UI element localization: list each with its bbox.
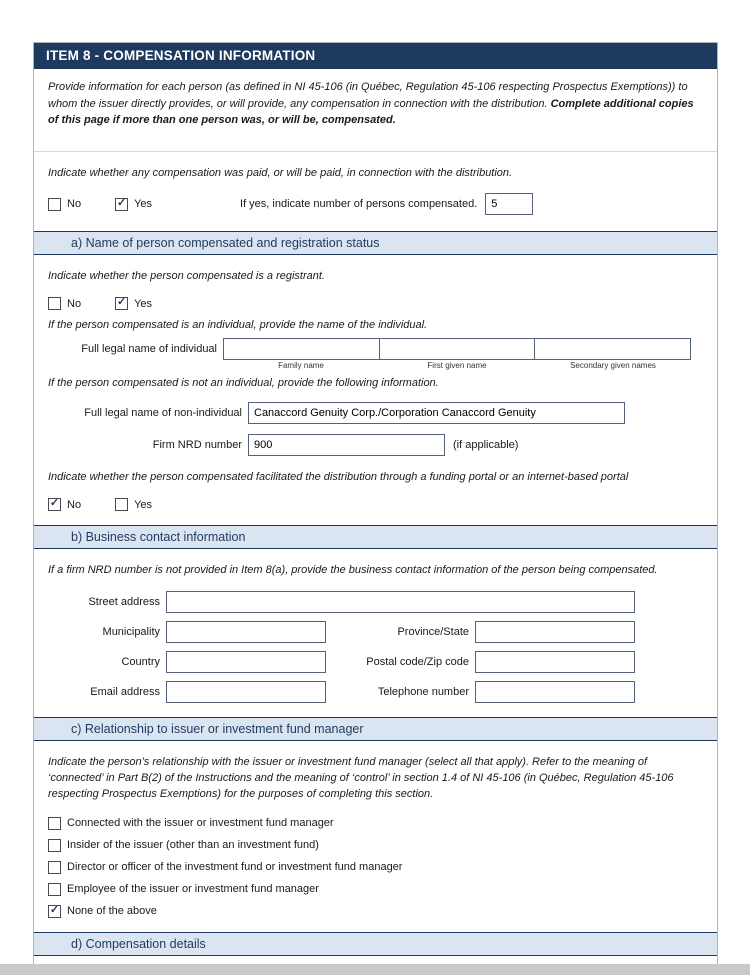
telephone-number-label: Telephone number <box>377 686 469 699</box>
province-state-input[interactable] <box>475 621 635 643</box>
relationship-option-row <box>48 861 703 874</box>
individual-name-captions <box>223 361 691 370</box>
portal-yes-label: Yes <box>134 498 153 511</box>
relationship-option-label: Insider of the issuer (other than an investment fund) <box>67 839 319 852</box>
family-name-input[interactable] <box>223 338 380 360</box>
country-input[interactable] <box>166 651 326 673</box>
firm-nrd-row <box>48 434 703 456</box>
relationship-option-label: Employee of the issuer or investment fund manager <box>67 883 319 896</box>
compensation-yes-label: Yes <box>134 198 153 211</box>
non-individual-name-label: Full legal name of non-individual <box>84 407 242 420</box>
section-c-heading: c) Relationship to issuer or investment fund manager <box>71 722 364 737</box>
non-individual-note: If the person compensated is not an individual, provide the following information. <box>48 377 439 390</box>
municipality-province-row <box>48 621 703 643</box>
registrant-prompt: Indicate whether the person compensated is a registrant. <box>48 270 325 283</box>
firm-nrd-label: Firm NRD number <box>152 439 242 452</box>
postal-code-label: Postal code/Zip code <box>366 656 469 669</box>
family-name-caption: Family name <box>278 361 324 371</box>
relationship-option-label: Connected with the issuer or investment fund manager <box>67 817 334 830</box>
item8-form <box>33 42 718 973</box>
section-a-heading: a) Name of person compensated and registration status <box>71 236 380 251</box>
email-address-input[interactable] <box>166 681 326 703</box>
page-title: ITEM 8 - COMPENSATION INFORMATION <box>46 48 316 63</box>
relationship-connected-checkbox[interactable] <box>48 817 61 830</box>
persons-compensated-question <box>240 193 533 215</box>
secondary-given-names-caption: Secondary given names <box>570 361 656 371</box>
section-b-heading: b) Business contact information <box>71 530 246 545</box>
registrant-yes-label: Yes <box>134 297 153 310</box>
first-given-name-input[interactable] <box>379 338 536 360</box>
non-individual-name-row <box>48 402 703 424</box>
telephone-number-input[interactable] <box>475 681 635 703</box>
postal-code-input[interactable] <box>475 651 635 673</box>
firm-nrd-input[interactable] <box>248 434 445 456</box>
relationship-note: Indicate the person’s relationship with the issuer or investment fund manager (select all that apply). Refer to the meaning of ‘connected’ in Part B(2) of the Instructions and the meaning of ‘control’ in section 1.4 of NI 45-106 (in Québec, Regulation 45-106 respecting Prospectus Exemptions) for the purposes of completing this section. <box>48 756 674 800</box>
individual-note: If the person compensated is an individual, provide the name of the individual. <box>48 319 428 332</box>
if-applicable-note: (if applicable) <box>453 439 519 452</box>
relationship-director-checkbox[interactable] <box>48 861 61 874</box>
country-postal-row <box>48 651 703 673</box>
email-telephone-row <box>48 681 703 703</box>
section-d-heading: d) Compensation details <box>71 936 206 951</box>
individual-name-label: Full legal name of individual <box>81 343 217 356</box>
section-d-header <box>34 932 717 956</box>
checkmark-icon: ✓ <box>116 296 127 309</box>
page-edge-strip <box>0 964 750 975</box>
first-given-name-caption: First given name <box>427 361 487 371</box>
compensation-yes-checkbox[interactable] <box>115 198 128 211</box>
intro-text: Provide information for each person (as defined in NI 45-106 (in Québec, Regulation 45-106 respecting Prospectus Exemptions)) to whom the issuer directly provides, or will provide, any compensation in connection with the distribution. <box>48 81 688 110</box>
relationship-option-row <box>48 905 703 918</box>
country-label: Country <box>121 656 160 669</box>
relationship-option-row <box>48 817 703 830</box>
portal-prompt: Indicate whether the person compensated facilitated the distribution through a funding portal or an internet-based portal <box>48 471 629 484</box>
relationship-employee-checkbox[interactable] <box>48 883 61 896</box>
item8-title-bar <box>34 43 717 69</box>
compensation-no-label: No <box>67 198 82 211</box>
persons-compensated-input[interactable] <box>485 193 533 215</box>
registrant-answer-row <box>48 297 703 310</box>
registrant-no-label: No <box>67 297 82 310</box>
business-contact-note: If a firm NRD number is not provided in Item 8(a), provide the business contact information of the person being compensated. <box>48 564 658 577</box>
portal-answer-row <box>48 498 703 511</box>
portal-no-label: No <box>67 498 82 511</box>
relationship-option-row <box>48 839 703 852</box>
street-address-input[interactable] <box>166 591 635 613</box>
checkmark-icon: ✓ <box>116 196 127 209</box>
individual-name-inputs <box>223 338 691 360</box>
intro-paragraph <box>34 69 717 152</box>
email-address-label: Email address <box>90 686 160 699</box>
persons-compensated-label: If yes, indicate number of persons compensated. <box>240 198 478 211</box>
relationship-option-row <box>48 883 703 896</box>
municipality-input[interactable] <box>166 621 326 643</box>
municipality-label: Municipality <box>102 626 160 639</box>
relationship-none-checkbox[interactable] <box>48 905 61 918</box>
street-address-label: Street address <box>88 596 160 609</box>
intro-text-bold: Complete additional copies of this page if more than one person was, or will be, compensated. <box>48 97 694 126</box>
street-address-row <box>48 591 703 613</box>
registrant-no-checkbox[interactable] <box>48 297 61 310</box>
relationship-option-label: Director or officer of the investment fund or investment fund manager <box>67 861 403 874</box>
province-state-label: Province/State <box>397 626 469 639</box>
compensation-paid-answer-row <box>48 193 703 215</box>
individual-name-row <box>48 338 703 360</box>
section-b-header <box>34 525 717 549</box>
checkmark-icon: ✓ <box>49 497 60 510</box>
compensation-paid-prompt: Indicate whether any compensation was paid, or will be paid, in connection with the distribution. <box>48 166 513 179</box>
section-c-header <box>34 717 717 741</box>
registrant-yes-checkbox[interactable] <box>115 297 128 310</box>
section-a-header <box>34 231 717 255</box>
secondary-given-names-input[interactable] <box>534 338 691 360</box>
non-individual-name-input[interactable] <box>248 402 625 424</box>
relationship-option-label: None of the above <box>67 905 157 918</box>
relationship-insider-checkbox[interactable] <box>48 839 61 852</box>
portal-no-checkbox[interactable] <box>48 498 61 511</box>
checkmark-icon: ✓ <box>49 903 60 916</box>
portal-yes-checkbox[interactable] <box>115 498 128 511</box>
compensation-no-checkbox[interactable] <box>48 198 61 211</box>
